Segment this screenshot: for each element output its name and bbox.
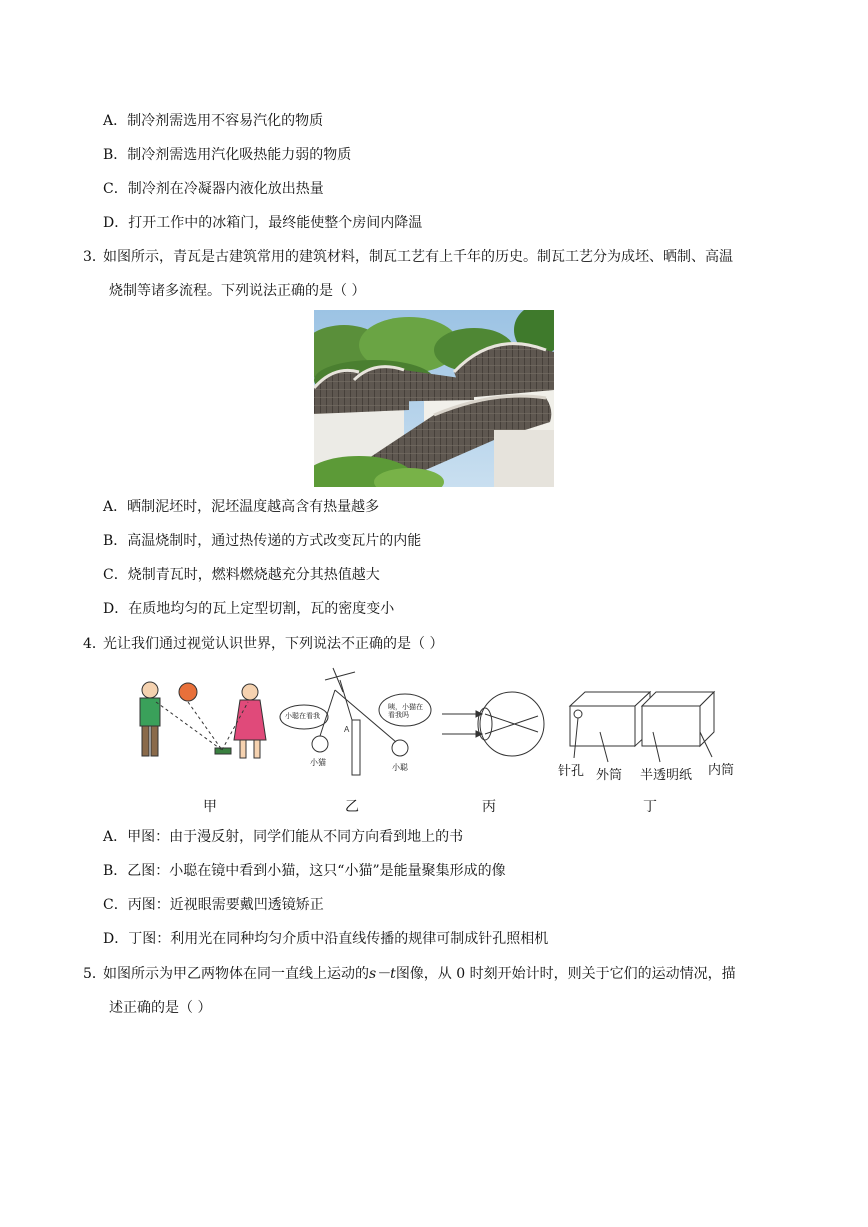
- q2-option-b: B．制冷剂需选用汽化吸热能力弱的物质: [103, 147, 352, 163]
- q3-option-c: C．烧制青瓦时，燃料燃烧越充分其热值越大: [103, 567, 380, 583]
- q5-stem-line2: 述正确的是（ ）: [109, 1000, 212, 1016]
- q5-stem-line1: [103, 964, 736, 984]
- q3-option-a: A．晒制泥坯时，泥坯温度越高含有热量越多: [103, 499, 380, 515]
- label-outer-tube: 外筒: [596, 767, 623, 782]
- q3-option-d: D．在质地均匀的瓦上定型切割，瓦的密度变小: [103, 601, 395, 617]
- figure-yi: [280, 668, 431, 775]
- bubble-right-text: 咦，小猫在看我吗: [388, 704, 423, 719]
- label-boy: 小聪: [392, 763, 408, 772]
- roof-tile-photo: [314, 310, 554, 487]
- q3-option-b: B．高温烧制时，通过热传递的方式改变瓦片的内能: [103, 533, 422, 549]
- figure-bing: [442, 692, 544, 756]
- caption-jia: 甲: [203, 799, 217, 815]
- caption-yi: 乙: [345, 799, 359, 815]
- q4-number: 4．: [83, 636, 106, 652]
- q3-number: 3．: [83, 249, 106, 265]
- q5-stem-post: 图像，从 0 时刻开始计时，则关于它们的运动情况，描: [395, 966, 736, 982]
- q3-stem-line1: 如图所示，青瓦是古建筑常用的建筑材料，制瓦工艺有上千年的历史。制瓦工艺分为成坯、晒制、高温: [103, 249, 733, 265]
- q2-option-d: D．打开工作中的冰箱门，最终能使整个房间内降温: [103, 215, 423, 231]
- q4-option-a: A．甲图：由于漫反射，同学们能从不同方向看到地上的书: [103, 829, 464, 845]
- q3-stem-line2: 烧制等诸多流程。下列说法正确的是（ ）: [109, 283, 366, 299]
- svg-text:A: A: [344, 725, 350, 734]
- label-translucent-paper: 半透明纸: [640, 767, 693, 782]
- label-inner-tube: 内筒: [708, 762, 735, 777]
- q4-option-d: D．丁图：利用光在同种均匀介质中沿直线传播的规律可制成针孔照相机: [103, 931, 549, 947]
- q2-option-a: A．制冷剂需选用不容易汽化的物质: [103, 113, 324, 129]
- bubble-left-text: 小聪在看我: [285, 713, 320, 720]
- figure-ding: [570, 692, 714, 762]
- q2-option-c: C．制冷剂在冷凝器内液化放出热量: [103, 181, 324, 197]
- caption-ding: 丁: [643, 799, 657, 815]
- q4-option-b: B．乙图：小聪在镜中看到小猫，这只“小猫”是能量聚集形成的像: [103, 863, 506, 879]
- caption-bing: 丙: [482, 799, 496, 815]
- q4-option-c: C．丙图：近视眼需要戴凹透镜矫正: [103, 897, 324, 913]
- q5-stem-variable: s－t: [369, 966, 396, 982]
- figure-jia: [140, 682, 266, 758]
- label-cat: 小猫: [310, 758, 326, 767]
- q5-stem-pre: 如图所示为甲乙两物体在同一直线上运动的: [103, 966, 369, 982]
- q4-stem-line1: 光让我们通过视觉认识世界，下列说法不正确的是（ ）: [103, 636, 444, 652]
- label-pinhole: 针孔: [558, 763, 585, 778]
- q5-number: 5．: [83, 966, 106, 982]
